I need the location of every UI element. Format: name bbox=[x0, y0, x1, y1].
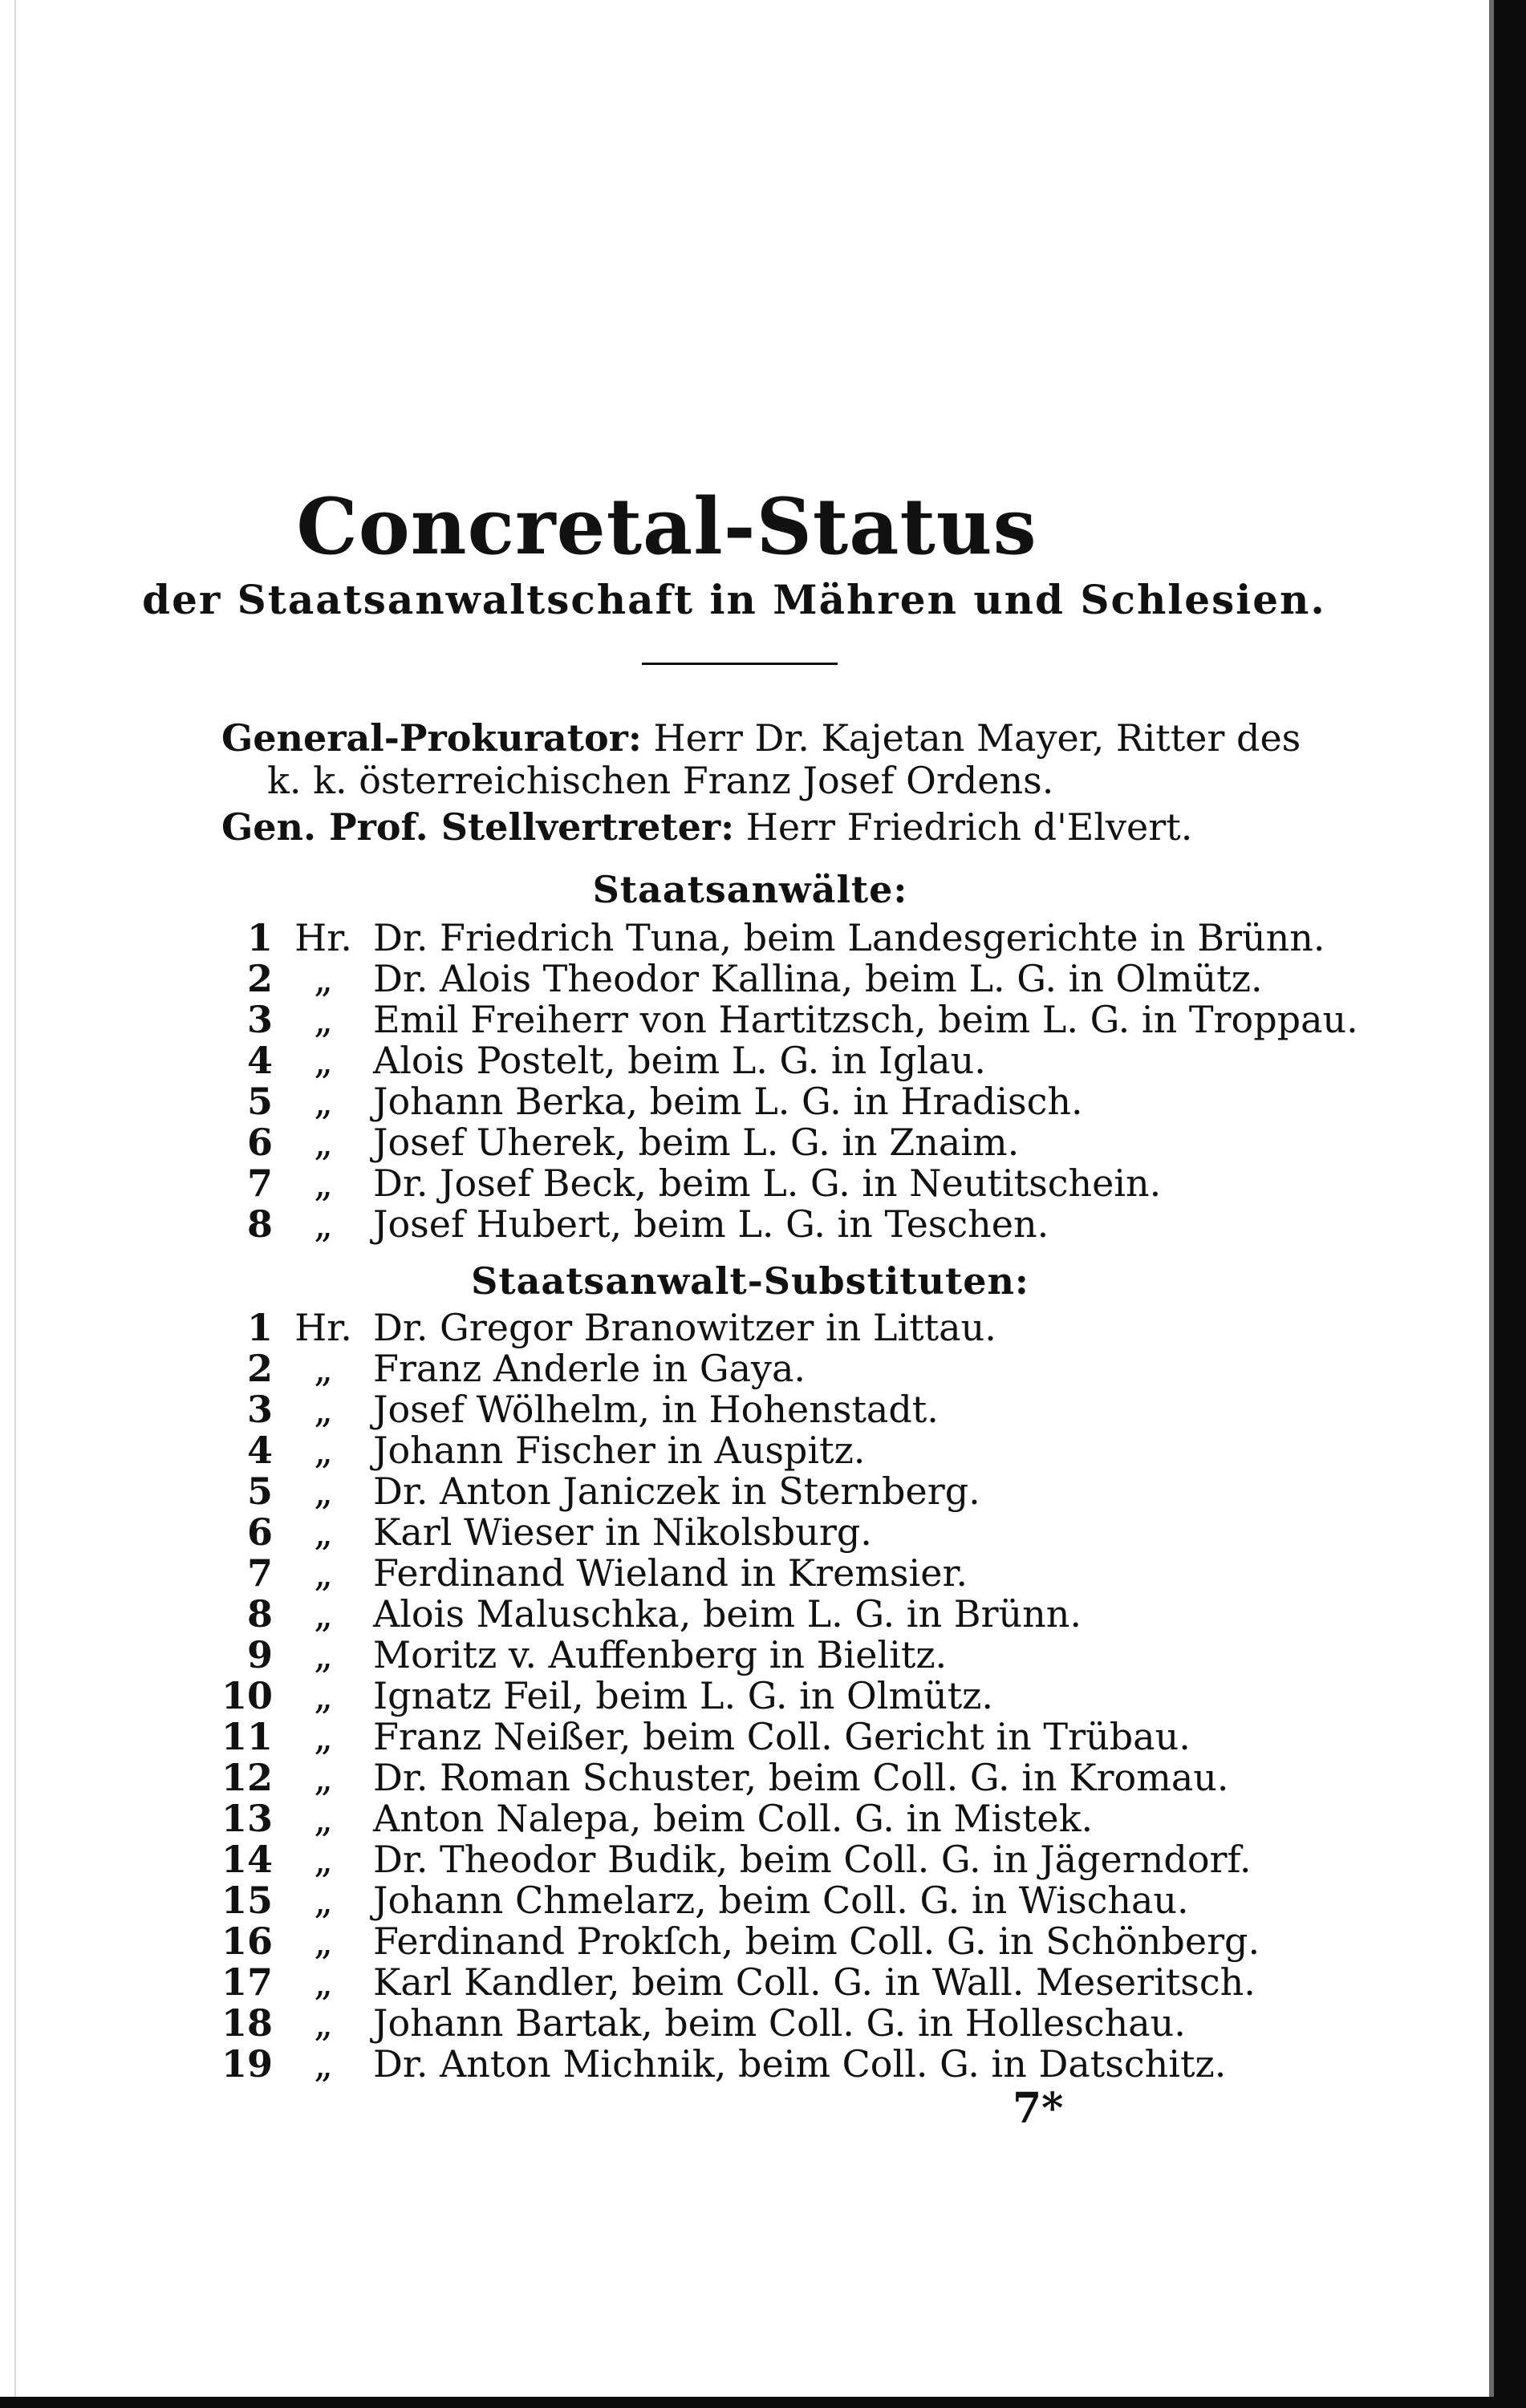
entry-honorific: „ bbox=[314, 1797, 333, 1840]
entry-text: Karl Kandler, beim Coll. G. in Wall. Meseritsch. bbox=[373, 1960, 1256, 2004]
general-prokurator-line bbox=[221, 716, 1301, 760]
entry-honorific: „ bbox=[314, 1510, 333, 1554]
entry-text: Ferdinand Prokſch, beim Coll. G. in Schönberg. bbox=[373, 1920, 1260, 1963]
entry-text: Josef Hubert, beim L. G. in Teschen. bbox=[373, 1202, 1049, 1246]
entry-honorific: „ bbox=[314, 1388, 333, 1431]
entry-number: 4 bbox=[246, 1039, 273, 1082]
entry-text: Franz Neißer, beim Coll. Gericht in Trübau. bbox=[373, 1715, 1191, 1758]
entry-text: Anton Nalepa, beim Coll. G. in Mistek. bbox=[373, 1797, 1094, 1840]
entry-text: Dr. Friedrich Tuna, beim Landesgerichte in Brünn. bbox=[373, 916, 1325, 959]
scan-right-edge bbox=[1494, 0, 1526, 2408]
entry-honorific: „ bbox=[314, 1161, 333, 1205]
entry-number: 15 bbox=[221, 1879, 273, 1922]
entry-honorific: „ bbox=[314, 1960, 333, 2004]
entry-number: 19 bbox=[221, 2042, 273, 2086]
entry-text: Dr. Gregor Branowitzer in Littau. bbox=[373, 1306, 996, 1349]
entry-honorific: „ bbox=[314, 2042, 333, 2086]
entry-honorific: „ bbox=[314, 1756, 333, 1799]
entry-honorific: „ bbox=[314, 1592, 333, 1636]
entry-number: 4 bbox=[246, 1429, 273, 1472]
stellvertreter-name: Herr Friedrich d'Elvert. bbox=[745, 805, 1193, 849]
entry-number: 3 bbox=[246, 1388, 273, 1431]
entry-text: Emil Freiherr von Hartitzsch, beim L. G. in Troppau. bbox=[373, 998, 1358, 1041]
entry-number: 13 bbox=[221, 1797, 273, 1840]
staatsanwaelte-heading: Staatsanwälte: bbox=[592, 868, 908, 911]
entry-number: 18 bbox=[221, 2001, 273, 2045]
scan-bottom-edge bbox=[0, 2397, 1526, 2408]
entry-text: Johann Fischer in Auspitz. bbox=[373, 1429, 866, 1472]
entry-text: Josef Wölhelm, in Hohenstadt. bbox=[373, 1388, 939, 1431]
entry-number: 1 bbox=[246, 1306, 273, 1349]
entry-honorific: „ bbox=[314, 1715, 333, 1758]
entry-honorific: „ bbox=[314, 1920, 333, 1963]
entry-number: 5 bbox=[246, 1470, 273, 1513]
entry-text: Dr. Roman Schuster, beim Coll. G. in Kromau. bbox=[373, 1756, 1229, 1799]
entry-honorific: „ bbox=[314, 1347, 333, 1390]
entry-text: Dr. Anton Janiczek in Sternberg. bbox=[373, 1470, 980, 1513]
entry-text: Dr. Anton Michnik, beim Coll. G. in Datschitz. bbox=[373, 2042, 1227, 2086]
entry-honorific: „ bbox=[314, 998, 333, 1041]
entry-text: Dr. Alois Theodor Kallina, beim L. G. in Olmütz. bbox=[373, 957, 1263, 1000]
entry-text: Dr. Josef Beck, beim L. G. in Neutitschein. bbox=[373, 1161, 1162, 1205]
entry-number: 16 bbox=[221, 1920, 273, 1963]
entry-number: 7 bbox=[246, 1551, 273, 1595]
entry-honorific: Hr. bbox=[294, 916, 352, 959]
entry-number: 1 bbox=[246, 916, 273, 959]
entry-honorific: „ bbox=[314, 1121, 333, 1164]
entry-number: 3 bbox=[246, 998, 273, 1041]
entry-text: Alois Maluschka, beim L. G. in Brünn. bbox=[373, 1592, 1082, 1636]
entry-text: Johann Chmelarz, beim Coll. G. in Wischau. bbox=[373, 1879, 1189, 1922]
entry-number: 11 bbox=[221, 1715, 273, 1758]
title-divider bbox=[642, 663, 838, 665]
entry-number: 2 bbox=[246, 1347, 273, 1390]
entry-text: Dr. Theodor Budik, beim Coll. G. in Jägerndorf. bbox=[373, 1838, 1252, 1881]
entry-honorific: „ bbox=[314, 1633, 333, 1676]
page-number: 7* bbox=[1013, 2084, 1064, 2133]
entry-text: Johann Bartak, beim Coll. G. in Holleschau. bbox=[373, 2001, 1186, 2045]
page-subtitle: der Staatsanwaltschaft in Mähren und Schlesien. bbox=[142, 576, 1326, 623]
entry-text: Alois Postelt, beim L. G. in Iglau. bbox=[373, 1039, 986, 1082]
entry-honorific: „ bbox=[314, 957, 333, 1000]
entry-text: Karl Wieser in Nikolsburg. bbox=[373, 1510, 872, 1554]
substituten-heading: Staatsanwalt-Substituten: bbox=[471, 1259, 1029, 1303]
entry-number: 8 bbox=[246, 1592, 273, 1636]
entry-text: Franz Anderle in Gaya. bbox=[373, 1347, 806, 1390]
stellvertreter-label: Gen. Prof. Stellvertreter: bbox=[221, 805, 735, 849]
entry-honorific: „ bbox=[314, 1039, 333, 1082]
general-prokurator-label: General-Prokurator: bbox=[221, 716, 642, 760]
entry-number: 17 bbox=[221, 1960, 273, 2004]
page-title: Concretal-Status bbox=[296, 481, 1037, 572]
entry-number: 8 bbox=[246, 1202, 273, 1246]
entry-number: 6 bbox=[246, 1121, 273, 1164]
general-prokurator-name: Herr Dr. Kajetan Mayer, Ritter des bbox=[653, 716, 1301, 760]
scan-left-margin-line bbox=[14, 0, 16, 2408]
entry-honorific: „ bbox=[314, 1838, 333, 1881]
entry-text: Ignatz Feil, beim L. G. in Olmütz. bbox=[373, 1674, 994, 1717]
entry-number: 14 bbox=[221, 1838, 273, 1881]
entry-text: Johann Berka, beim L. G. in Hradisch. bbox=[373, 1080, 1083, 1123]
entry-number: 9 bbox=[246, 1633, 273, 1676]
entry-text: Ferdinand Wieland in Kremsier. bbox=[373, 1551, 968, 1595]
entry-honorific: „ bbox=[314, 1429, 333, 1472]
entry-number: 2 bbox=[246, 957, 273, 1000]
general-prokurator-continuation: k. k. österreichischen Franz Josef Ordens. bbox=[267, 759, 1054, 802]
entry-honorific: „ bbox=[314, 1080, 333, 1123]
entry-number: 7 bbox=[246, 1161, 273, 1205]
entry-honorific: „ bbox=[314, 2001, 333, 2045]
entry-text: Josef Uherek, beim L. G. in Znaim. bbox=[373, 1121, 1020, 1164]
entry-number: 12 bbox=[221, 1756, 273, 1799]
entry-honorific: „ bbox=[314, 1674, 333, 1717]
entry-number: 5 bbox=[246, 1080, 273, 1123]
stellvertreter-line bbox=[221, 805, 1192, 849]
entry-number: 6 bbox=[246, 1510, 273, 1554]
entry-honorific: „ bbox=[314, 1470, 333, 1513]
entry-honorific: Hr. bbox=[294, 1306, 352, 1349]
entry-honorific: „ bbox=[314, 1202, 333, 1246]
entry-text: Moritz v. Auffenberg in Bielitz. bbox=[373, 1633, 948, 1676]
entry-number: 10 bbox=[221, 1674, 273, 1717]
entry-honorific: „ bbox=[314, 1551, 333, 1595]
entry-honorific: „ bbox=[314, 1879, 333, 1922]
